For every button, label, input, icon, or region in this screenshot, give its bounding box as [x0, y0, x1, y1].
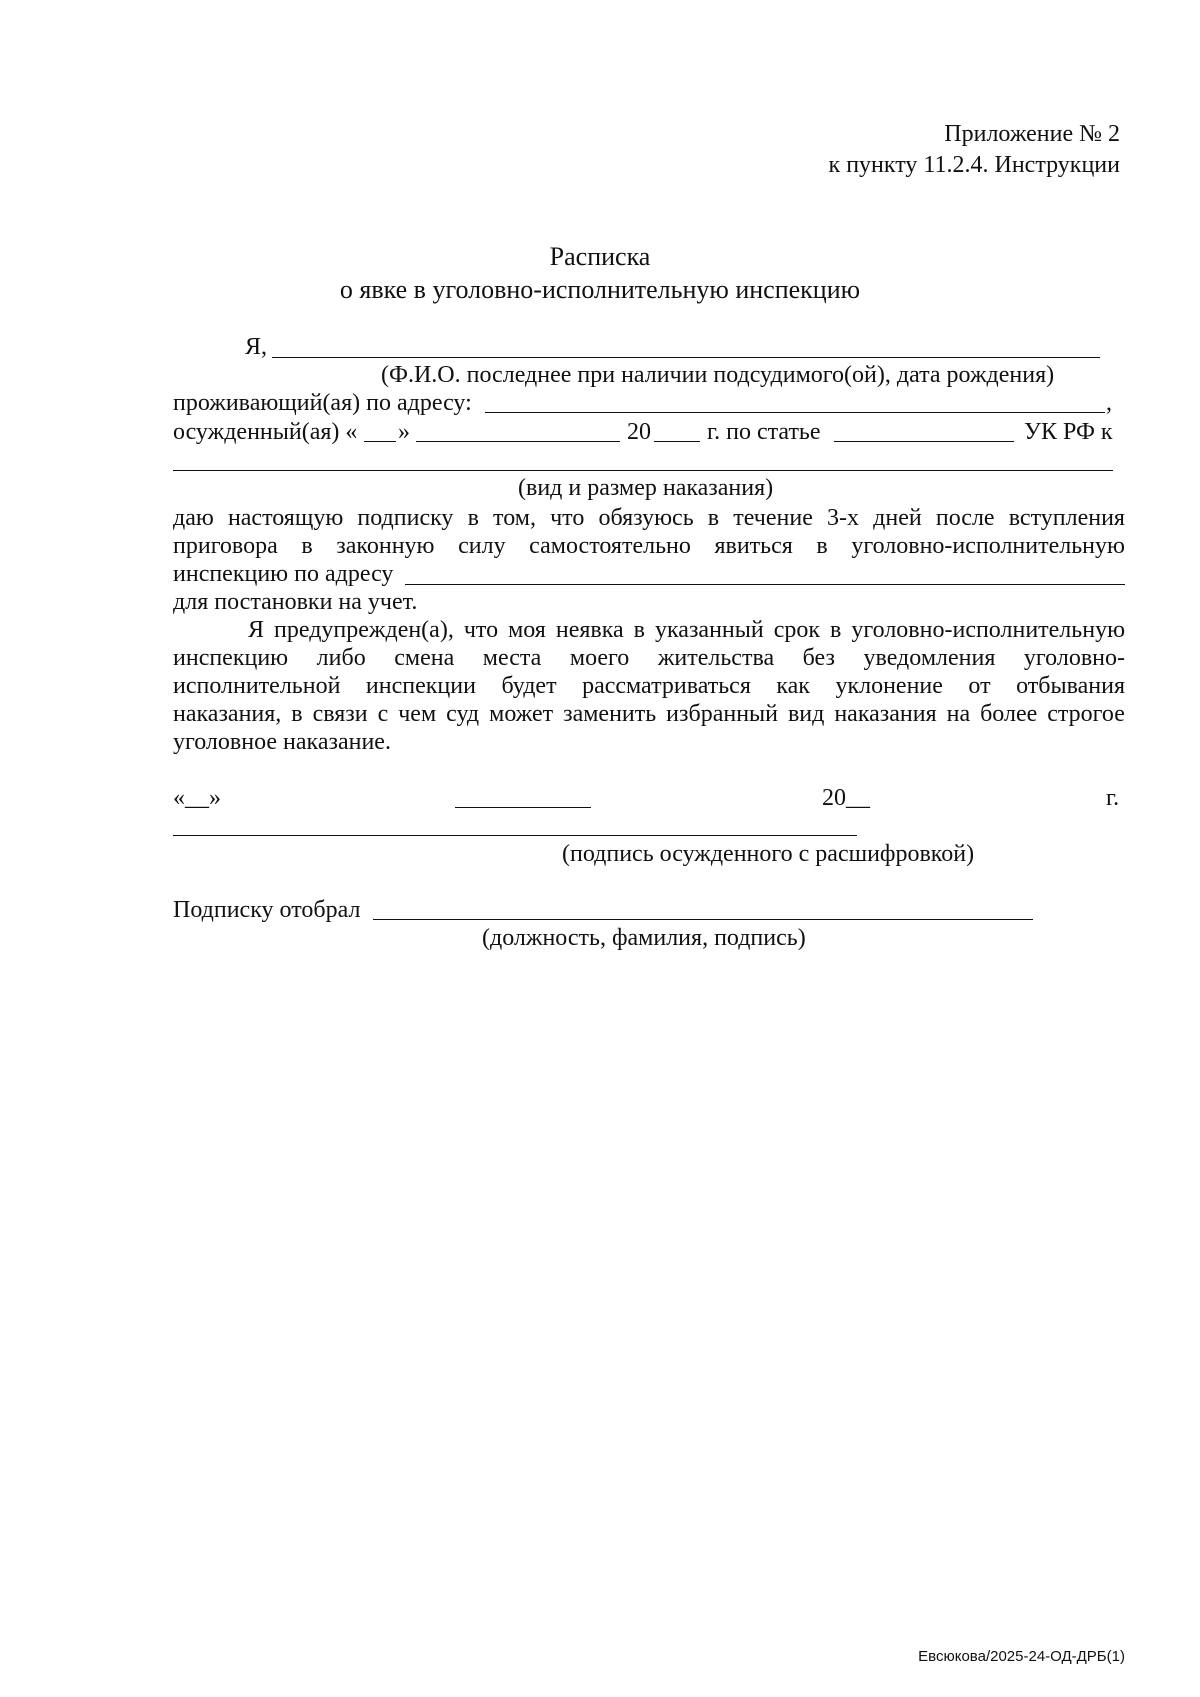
pledge-line-1 [173, 504, 1125, 532]
warning-line-5: уголовное наказание. [173, 729, 391, 755]
document-subtitle: о явке в уголовно-исполнительную инспекцию [339, 275, 861, 304]
fio-caption: (Ф.И.О. последнее при наличии подсудимого(ой), дата рождения) [381, 362, 1055, 388]
word: суд [446, 701, 480, 727]
warning-line-3 [173, 672, 1125, 700]
appendix-line-2: к пункту 11.2.4. Инструкции [828, 152, 1120, 178]
date-year: 20__ [822, 785, 870, 811]
word: в [291, 701, 303, 727]
pledge-line-2 [173, 532, 1125, 560]
word: подписку [357, 505, 454, 531]
word: будет [501, 673, 557, 699]
received-caption: (должность, фамилия, подпись) [482, 925, 806, 951]
word: силу [458, 533, 506, 559]
word: в [467, 505, 479, 531]
word: вступления [1008, 505, 1125, 531]
word: в [707, 505, 720, 531]
address-comma: , [1106, 390, 1112, 416]
word: инспекцию [173, 645, 289, 671]
word: отбывания [1016, 673, 1125, 699]
sentenced-day-line[interactable] [364, 441, 396, 442]
registration-text: для постановки на учет. [173, 589, 418, 615]
article-field-line[interactable] [834, 441, 1014, 442]
word: наказания [834, 701, 937, 727]
word: моего [569, 645, 630, 671]
inspection-address-label: инспекцию по адресу [173, 561, 394, 587]
word: может [489, 701, 554, 727]
word: наказания, [173, 701, 282, 727]
signature-caption: (подпись осужденного с расшифровкой) [562, 841, 975, 867]
address-field-line[interactable] [485, 412, 1105, 413]
word: настоящую [227, 505, 344, 531]
i-label: Я, [245, 334, 268, 360]
document-title: Расписка [549, 242, 651, 271]
word: в [301, 533, 313, 559]
word: строгое [1047, 701, 1125, 727]
word: вид [787, 701, 825, 727]
footer-doc-id: Евсюкова/2025-24-ОД-ДРБ(1) [918, 1648, 1125, 1665]
sentenced-month-line[interactable] [416, 441, 620, 442]
punishment-caption: (вид и размер наказания) [518, 475, 774, 501]
word: места [482, 645, 542, 671]
warning-line-2 [173, 644, 1125, 672]
word: уголовно- [1023, 645, 1125, 671]
word: обязуюсь [598, 505, 694, 531]
word: с [377, 701, 389, 727]
date-g: г. [1106, 785, 1120, 811]
sentenced-label: осужденный(ая) « [173, 419, 358, 445]
inspection-address-field-line[interactable] [405, 584, 1125, 585]
sentenced-year-line[interactable] [654, 441, 700, 442]
word: без [802, 645, 835, 671]
received-label: Подписку отобрал [173, 897, 361, 923]
signature-field-line[interactable] [173, 835, 857, 836]
warning-line-4 [173, 700, 1125, 728]
word: даю [173, 505, 214, 531]
word: уклонение [835, 673, 943, 699]
fio-field-line[interactable] [272, 357, 1100, 358]
word: приговора [173, 533, 278, 559]
word: 3-х [827, 505, 860, 531]
word: явиться [714, 533, 793, 559]
word: избранный [666, 701, 778, 727]
word: течение [733, 505, 813, 531]
sentenced-year-prefix: 20 [627, 419, 651, 445]
ukrf-label: УК РФ к [1024, 419, 1113, 445]
word: как [776, 673, 810, 699]
word: заменить [563, 701, 657, 727]
appendix-line-1: Приложение № 2 [944, 121, 1120, 147]
word: самостоятельно [529, 533, 691, 559]
word: смена [394, 645, 455, 671]
date-day: «__» [173, 785, 221, 811]
date-month-line[interactable] [455, 807, 591, 808]
word: в [816, 533, 828, 559]
punishment-field-line[interactable] [173, 470, 1113, 471]
word: дней [873, 505, 922, 531]
warning-line-1: Я предупрежден(а), что моя неявка в указанный срок в уголовно-исполнительную [248, 617, 1125, 643]
article-label: г. по статье [707, 419, 821, 445]
word: законную [336, 533, 435, 559]
word: более [980, 701, 1038, 727]
received-field-line[interactable] [373, 919, 1033, 920]
word: чем [398, 701, 437, 727]
word: том, [493, 505, 536, 531]
word: либо [316, 645, 366, 671]
address-label: проживающий(ая) по адресу: [173, 390, 472, 416]
word: связи [312, 701, 368, 727]
word: исполнительной [173, 673, 341, 699]
word: уведомления [863, 645, 996, 671]
sentenced-close-quote: » [398, 419, 410, 445]
word: уголовно-исполнительную [851, 533, 1125, 559]
word: на [946, 701, 971, 727]
word: жительства [657, 645, 775, 671]
word: инспекции [365, 673, 476, 699]
word: рассматриваться [582, 673, 751, 699]
word: после [935, 505, 995, 531]
word: что [550, 505, 585, 531]
word: от [968, 673, 991, 699]
